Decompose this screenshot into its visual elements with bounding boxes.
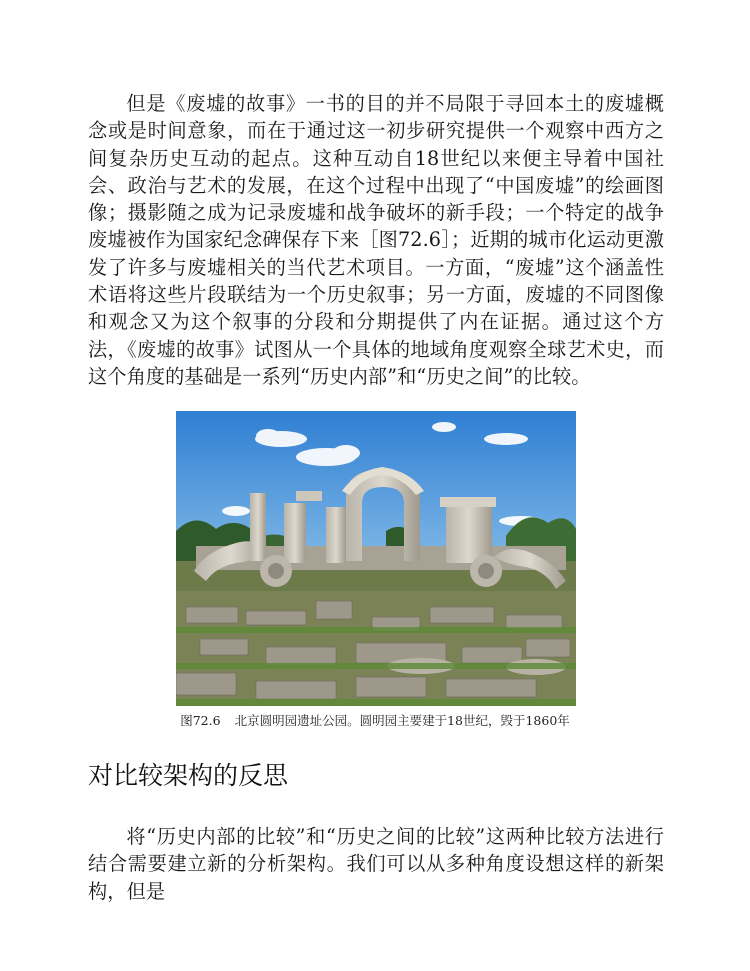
figure-label: 图72.6 — [180, 713, 221, 728]
figure-caption — [0, 713, 750, 729]
body-paragraph: 但是《废墟的故事》一书的目的并不局限于寻回本土的废墟概念或是时间意象，而在于通过这一初步研究提供一个观察中西方之间复杂历史互动的起点。这种互动自18世纪以来便主导着中国社会、政治与艺术的发展，在这个过程中出现了“中国废墟”的绘画图像；摄影随之成为记录废墟和战争破坏的新手段；一个特定的战争废墟被作为国家纪念碑保存下来［图72.6］；近期的城市化运动更激发了许多与废墟相关的当代艺术项目。一方面，“废墟”这个涵盖性术语将这些片段联结为一个历史叙事；另一方面，废墟的不同图像和观念又为这个叙事的分段和分期提供了内在证据。通过这个方法，《废墟的故事》试图从一个具体的地域角度观察全球艺术史，而这个角度的基础是一系列“历史内部”和“历史之间”的比较。 — [88, 92, 664, 388]
body-paragraph: 将“历史内部的比较”和“历史之间的比较”这两种比较方法进行结合需要建立新的分析架构。我们可以从多种角度设想这样的新架构，但是 — [88, 825, 664, 903]
figure-photo-yuanmingyuan-ruins — [176, 411, 576, 706]
section-heading: 对比较架构的反思 — [88, 761, 289, 790]
figure-caption-text: 北京圆明园遗址公园。圆明园主要建于18世纪，毁于1860年 — [234, 713, 570, 728]
